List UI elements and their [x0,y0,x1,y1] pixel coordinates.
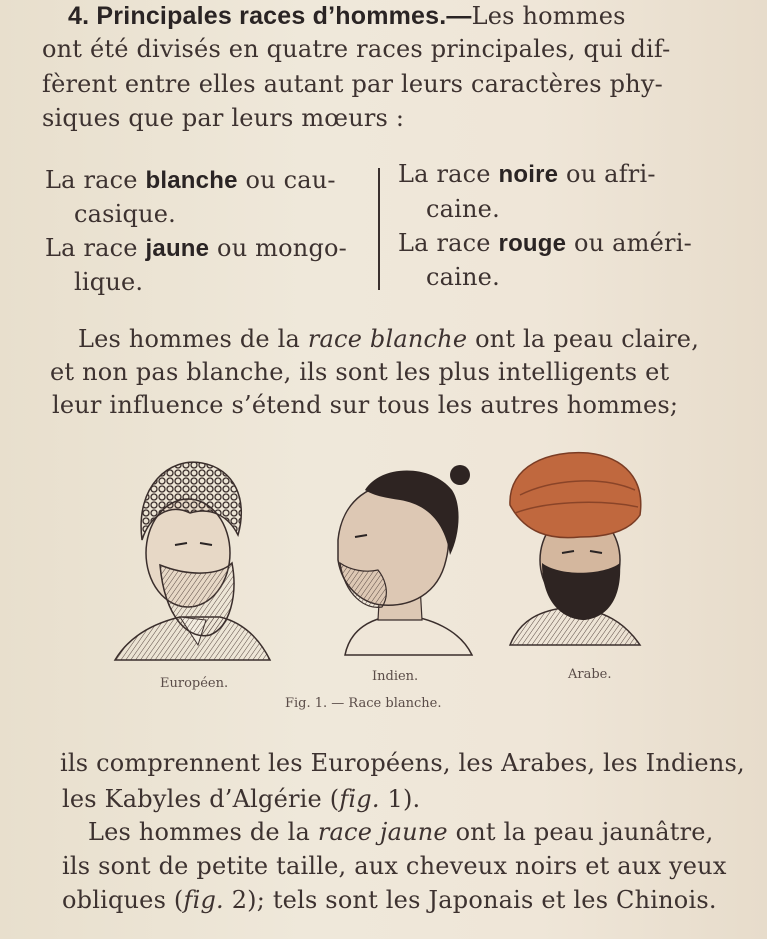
para1-l1-pre: Les hommes de la [78,325,308,353]
para2-line-1: ils comprennent les Européens, les Arabes, les Indiens, [60,749,745,777]
para2-l5-italic: fig. [183,886,224,914]
para2-l2-pre: les Kabyles d’Algérie ( [62,785,340,813]
race-rouge-pre: La race [398,229,499,257]
race-blanche-post: ou cau- [237,166,336,194]
indian-shoulders [345,615,472,655]
para1-l1-post: ont la peau claire, [467,325,700,353]
race-blanche [45,166,336,195]
race-noire-term: noire [498,161,559,188]
race-rouge-cont: caine. [426,263,500,291]
race-jaune-pre: La race [45,234,146,262]
race-blanche-pre: La race [45,166,146,194]
race-blanche-term: blanche [145,167,238,194]
para2-line-3 [88,818,714,846]
heading-line-1-rest: Les hommes [471,2,626,30]
european-portrait [115,462,270,660]
race-jaune-cont: lique. [74,268,144,296]
arab-portrait [510,453,641,645]
para2-l3-pre: Les hommes de la [88,818,318,846]
figure-portraits [110,445,670,675]
race-noire-post: ou afri- [558,160,656,188]
label-indien: Indien. [372,669,419,684]
para1-line-3: leur influence s’étend sur tous les autres hommes; [52,391,679,419]
heading-line-1 [68,2,626,31]
title-dash: — [446,2,472,30]
para2-l2-post: 1). [379,785,421,813]
label-europeen: Européen. [160,676,229,691]
heading-line-4: siques que par leurs mœurs : [42,104,405,132]
para2-l2-italic: fig. [339,785,380,813]
para2-l3-italic: race jaune [317,818,448,846]
para2-line-4: ils sont de petite taille, aux cheveux noirs et aux yeux [62,852,727,880]
para2-l5-post: 2); tels sont les Japonais et les Chinois. [223,886,717,914]
label-arabe: Arabe. [568,667,612,682]
para2-l5-pre: obliques ( [62,886,184,914]
para2-line-2 [62,785,420,813]
race-jaune-term: jaune [145,235,210,262]
para2-l3-post: ont la peau jaunâtre, [447,818,714,846]
indian-portrait [338,465,472,655]
race-rouge [398,229,692,258]
indian-hair-knot [450,465,470,485]
section-title: 4. Principales races d’hommes. [68,2,447,30]
arab-turban [510,453,641,538]
race-blanche-cont: casique. [74,200,176,228]
race-jaune [45,234,347,263]
para1-line-1 [78,325,699,353]
para2-line-5 [62,886,717,914]
race-noire-cont: caine. [426,195,500,223]
race-jaune-post: ou mongo- [209,234,347,262]
column-separator [378,168,380,290]
race-noire-pre: La race [398,160,499,188]
para1-line-2: et non pas blanche, ils sont les plus intelligents et [50,358,670,386]
race-rouge-term: rouge [498,230,567,257]
para1-l1-italic: race blanche [307,325,468,353]
race-rouge-post: ou améri- [566,229,692,257]
heading-line-3: fèrent entre elles autant par leurs caractères phy- [42,70,663,98]
heading-line-2: ont été divisés en quatre races principales, qui dif- [42,35,671,63]
figure-caption: Fig. 1. — Race blanche. [285,696,442,711]
race-noire [398,160,656,189]
